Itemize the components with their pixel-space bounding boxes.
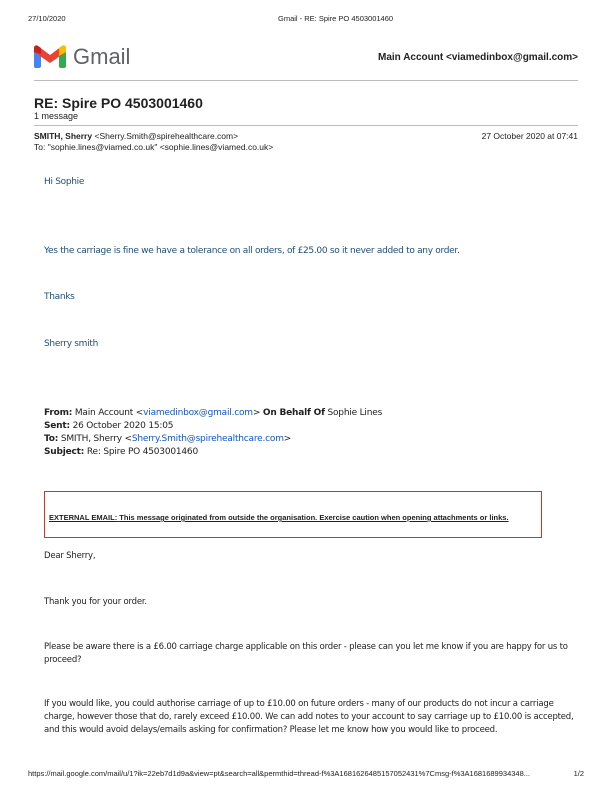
quoted-from: From: Main Account <viamedinbox@gmail.com> On Behalf Of Sophie Lines bbox=[44, 408, 383, 418]
from-email-link[interactable]: viamedinbox@gmail.com bbox=[143, 408, 253, 418]
quoted-para2-line1: If you would like, you could authorise carriage of up to £10.00 on future orders - many of our products do not incur a carriage bbox=[44, 699, 554, 709]
page-number: 1/2 bbox=[573, 769, 584, 778]
thread-subject: RE: Spire PO 4503001460 bbox=[34, 95, 203, 111]
to-email-link[interactable]: Sherry.Smith@spirehealthcare.com bbox=[131, 434, 284, 444]
quoted-greeting: Dear Sherry, bbox=[44, 551, 96, 561]
print-date: 27/10/2020 bbox=[28, 14, 66, 23]
print-title: Gmail - RE: Spire PO 4503001460 bbox=[278, 14, 394, 23]
quoted-para2-line2: charge, however those that do, rarely exceed £10.00. We can add notes to your account to say carriage up to £10.00 is accepted, bbox=[44, 712, 574, 722]
sender-email: <Sherry.Smith@spirehealthcare.com> bbox=[94, 131, 239, 141]
message-date: 27 October 2020 at 07:41 bbox=[481, 131, 578, 141]
reply-thanks: Thanks bbox=[44, 292, 75, 302]
recipient-line: To: "sophie.lines@viamed.co.uk" <sophie.lines@viamed.co.uk> bbox=[34, 142, 274, 152]
header-divider bbox=[34, 80, 578, 81]
reply-signature: Sherry smith bbox=[44, 339, 98, 349]
message-count: 1 message bbox=[34, 111, 79, 121]
gmail-wordmark: Gmail bbox=[73, 44, 131, 69]
quoted-para1-line2: proceed? bbox=[44, 655, 82, 665]
sender bbox=[34, 131, 238, 141]
quoted-to: To: SMITH, Sherry <Sherry.Smith@spirehealthcare.com> bbox=[44, 434, 292, 444]
quoted-subject: Subject: Re: Spire PO 4503001460 bbox=[44, 447, 198, 457]
external-email-warning: EXTERNAL EMAIL: This message originated from outside the organisation. Exercise caution when opening attachments or links. bbox=[49, 513, 509, 522]
subject-divider bbox=[34, 125, 578, 126]
reply-body: Yes the carriage is fine we have a tolerance on all orders, of £25.00 so it never added to any order. bbox=[44, 246, 460, 256]
quoted-sent: Sent: 26 October 2020 15:05 bbox=[44, 421, 174, 431]
quoted-para2-line3: and this would avoid delays/emails asking for confirmation? Please let me know how you would like to proceed. bbox=[44, 725, 498, 735]
reply-greeting: Hi Sophie bbox=[44, 177, 85, 187]
quoted-thanks: Thank you for your order. bbox=[44, 597, 147, 607]
quoted-para1-line1: Please be aware there is a £6.00 carriage charge applicable on this order - please can you let me know if you are happy for us to bbox=[44, 642, 568, 652]
sender-name: SMITH, Sherry bbox=[34, 131, 93, 141]
account-label: Main Account <viamedinbox@gmail.com> bbox=[378, 52, 578, 63]
footer-url: https://mail.google.com/mail/u/1?ik=22eb7d1d9a&view=pt&search=all&permthid=thread-f%3A1681626485157052431%7Cmsg-f%3A1681689934348... bbox=[28, 769, 531, 778]
gmail-logo-icon bbox=[34, 44, 66, 68]
